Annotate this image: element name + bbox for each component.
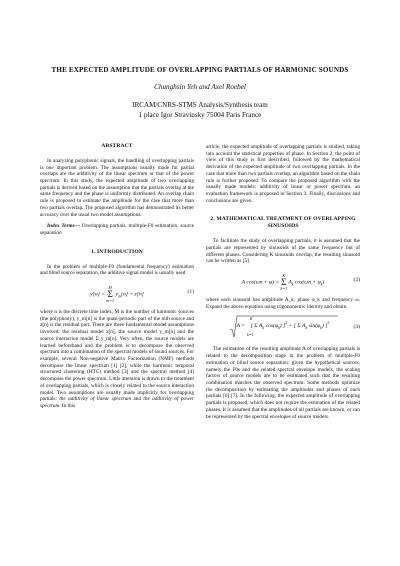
intro-p2-mid: and	[131, 396, 144, 403]
eq3-lhs: A =	[236, 323, 247, 330]
eq3-term2-sub: k	[305, 325, 308, 331]
eq2-sum-icon: Σ	[281, 276, 287, 287]
eq3-bound-top: K	[250, 316, 253, 322]
intro-p2-em2: the additivity of power spectrum	[40, 396, 194, 409]
intro-p2-end: . In this	[59, 403, 76, 409]
eq3-term2-close: ) ]	[321, 323, 328, 330]
section2-heading: 2. MATHEMATICAL TREATMENT OF OVERLAPPING SINUSOIDS	[210, 216, 356, 230]
eq1-lhs: y[n] =	[90, 291, 107, 298]
eq1-sub: m	[117, 293, 121, 299]
left-column	[40, 143, 194, 410]
abstract-heading: ABSTRACT	[101, 143, 133, 149]
eq3-term1-sub: k	[262, 325, 265, 331]
eq1-sum-top: M	[108, 284, 112, 290]
eq3-bound-bottom: k=1	[247, 332, 254, 338]
equation-3	[206, 310, 360, 346]
paper-authors: Chunghsin Yeh and Axel Roebel	[154, 83, 246, 91]
eq2-lhs: A cos(ωn + φ) =	[241, 279, 281, 286]
eq2-sub2: k	[320, 281, 323, 287]
eq2-number: (2)	[353, 276, 360, 283]
index-terms	[40, 223, 194, 236]
eq1-number: (1)	[187, 288, 194, 295]
equation-1	[40, 277, 194, 309]
right-paragraph-3: where each sinusoid has amplitude A_k, phase φ_k and frequency ω. Expand the above equation using trigonometric identity and obtain	[206, 296, 360, 310]
equation-2	[206, 265, 360, 297]
eq3-square-1: 2	[285, 320, 288, 326]
intro-p2-em1: the additivity of linear spectrum	[59, 396, 131, 403]
right-paragraph-2: To facilitate the study of overlapping partials, it is assumed that the partials are represented by sinusoids of the same frequency but of different phases. Considering K sinusoids overlap, the resulting sinusoid can be written as [5]	[206, 238, 360, 265]
index-terms-label: Index Terms—	[47, 223, 80, 230]
affiliation-line-1: IRCAM/CNRS-STMS Analysis/Synthesis team	[132, 101, 268, 109]
eq1-rhs: y	[113, 291, 118, 298]
eq2-tail: cos(ωn + φ	[293, 279, 321, 286]
eq1-sum-icon: Σ	[107, 288, 113, 299]
eq3-term1-sub2: k	[277, 325, 280, 331]
eq2-rhs: A	[287, 279, 292, 286]
eq2-sum-bottom: k=1	[280, 285, 288, 291]
paper-title: THE EXPECTED AMPLITUDE OF OVERLAPPING PARTIALS OF HARMONIC SOUNDS	[51, 66, 349, 74]
affiliation-line-2: 1 place Igor Stravinsky 75004 Paris France	[138, 111, 262, 119]
eq1-tail: [n] + z[n]	[120, 291, 144, 298]
eq2-sub: k	[291, 281, 294, 287]
eq2-close: )	[322, 279, 325, 286]
eq1-sum-bottom: m=1	[106, 297, 114, 303]
right-column	[206, 144, 360, 420]
eq3-term1-close: ) ]	[279, 323, 286, 330]
intro-p2-text: where n is the discrete time index, M is the number of harmonic sources (the polyphony), y_m[n] is the quasi-periodic part of the mth source and z[n] is the residual part. There are three fundamental model assumptions involved: the residual model z[n], the source model y_m[n] and the source interaction model Σ y_m[n]. Very often, the source models are learned beforehand and the problem is to decompose the observed spectrum into a combination of the spectral models of sound sources. For example, several Non-negative Matrix Factorization (NMF) methods decompose the linear spectrum [1] [2], while the harmonic temporal structured clustering (HTC) method [3] and the spectral method [4] decompose the power spectrum. Little attention is drawn to the treatment of overlapping partials, which is closely related to the source interaction model. Two assumptions are usually made implicitly for overlapping partials:	[40, 308, 194, 403]
eq3-square-2: 2	[327, 320, 330, 326]
eq3-plus: +	[287, 323, 294, 330]
intro-paragraph-2	[40, 309, 194, 410]
eq3-term1-cos: cos(φ	[264, 323, 278, 330]
intro-heading: 1. INTRODUCTION	[91, 248, 143, 255]
eq2-sum-top: K	[282, 272, 286, 278]
right-paragraph-4: The estimation of the resulting amplitude A of overlapping partials is related to the decomposition stage in the problem of multiple-F0 estimation or blind source separation: given the hypothetical sources, namely the F0s and the related spectral envelope models, the scaling factors of source models are to be estimated such that the resulting combination matches the observed spectrum. Some methods optimize the decomposition by estimating the amplitudes and phases of each partials [6] [7]. In the following, the expected amplitude of overlapping partials is proposed, which does not require the estimation of the related phases. It is assumed that the amplitudes of all partials are known, or can be represented by the spectral envelopes of source models.	[206, 346, 360, 420]
eq3-term2-sub2: k	[320, 325, 322, 331]
index-terms-text: Overlapping partials, multiple-F0 estimation, source separation	[40, 223, 194, 236]
abstract-text: In analyzing polyphonic signals, the handling of overlapping partials is one important problem. The assumptions usually made for partial overlaps are the additivity of the linear spectrum or that of the power spectrum. In this study, the expected amplitude of two overlapping partials is derived based on the assumption that the partials overlap at the same frequency and the phase is uniformly distributed. An overlap chain rule is proposed to estimate the amplitude for the case that more than two partials overlap. The proposed algorithm has demonstrated its better accuracy over the usual two model assumptions.	[40, 157, 194, 218]
right-paragraph-1: article, the expected amplitude of overlapping partials is studied, taking into account the statistical properties of phase. In Section 2, the point of view of this study is first described, followed by the mathematical derivation of the expected amplitude of two overlapping partials. In the case that more than two partials overlap, an algorithm based on the chain rule is further proposed. To compare the proposed algorithm with the usually made models: additivity of linear or power spectrum, an evaluation framework is proposed in Section 3. Finally, discussions and conclusions are given.	[206, 144, 360, 204]
intro-paragraph-1: In the problem of multiple-F0 (fundamental frequency) estimation and blind source separation, the additive signal model is usually used	[40, 263, 194, 277]
eq3-term1: [ Σ A	[250, 323, 263, 330]
eq3-term2: [ Σ A	[293, 323, 306, 330]
eq3-term2-sin: sin(φ	[307, 323, 321, 330]
eq3-number: (3)	[353, 324, 360, 331]
